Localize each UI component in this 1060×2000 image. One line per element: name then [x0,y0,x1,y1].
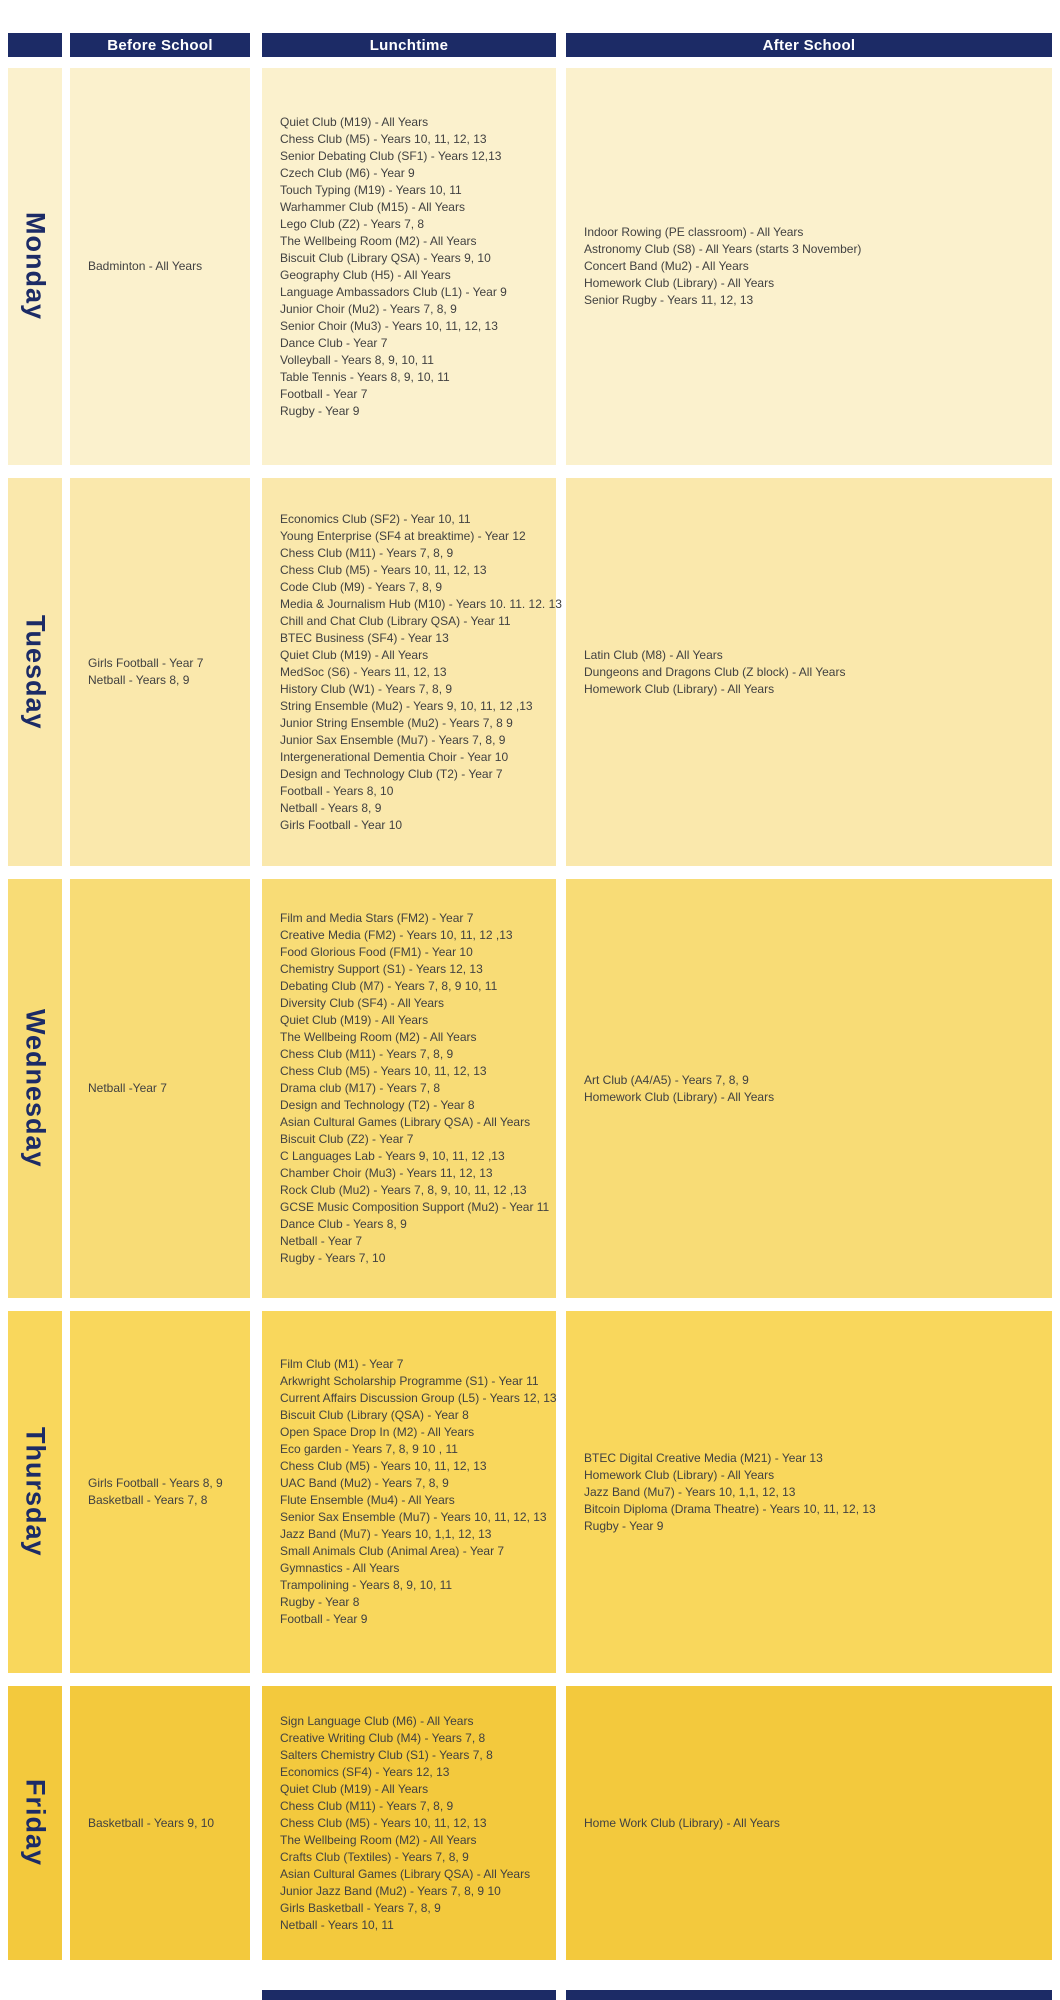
club-entry: Volleyball - Years 8, 9, 10, 11 [280,352,434,367]
club-entry: Netball -Year 7 [88,1081,167,1095]
club-entry: Biscuit Club (Library (QSA) - Year 8 [280,1408,469,1422]
cropped-next-section-bar-after-school [566,1990,1052,2000]
club-entry: Rugby - Year 9 [584,1518,664,1533]
club-entry: Football - Year 7 [280,386,368,401]
day-cell-tuesday [8,478,62,866]
club-entry: Small Animals Club (Animal Area) - Year 7 [280,1544,505,1558]
club-entry: Netball - Years 8, 9 [280,800,382,815]
wednesday-after-school-cell [566,879,1052,1298]
day-column-header [8,33,62,57]
club-entry: Crafts Club (Textiles) - Years 7, 8, 9 [280,1849,469,1864]
club-entry: Home Work Club (Library) - All Years [584,1815,780,1830]
club-entry: Football - Year 9 [280,1612,368,1626]
club-entry: Salters Chemistry Club (S1) - Years 7, 8 [280,1747,493,1762]
club-entry: Drama club (M17) - Years 7, 8 [280,1081,441,1095]
club-entry: Homework Club (Library) - All Years [584,276,775,290]
club-entry: Intergenerational Dementia Choir - Year 10 [280,749,509,764]
club-entry: Senior Sax Ensemble (Mu7) - Years 10, 11, 12, 13 [280,1510,547,1524]
club-entry: Senior Choir (Mu3) - Years 10, 11, 12, 13 [280,318,498,333]
club-entry: Diversity Club (SF4) - All Years [280,996,445,1010]
day-label-friday: Friday [20,1779,51,1867]
club-entry: BTEC Digital Creative Media (M21) - Year 13 [584,1450,823,1465]
day-cell-monday [8,68,62,465]
club-entry: Junior Choir (Mu2) - Years 7, 8, 9 [280,301,457,316]
column-header-lunchtime: Lunchtime [262,33,556,57]
wednesday-lunchtime-cell [262,879,556,1298]
club-entry: Astronomy Club (S8) - All Years (starts 3 November) [584,242,862,256]
club-entry: Rugby - Years 7, 10 [280,1251,386,1265]
club-entry: Chess Club (M5) - Years 10, 11, 12, 13 [280,1815,487,1830]
club-entry: The Wellbeing Room (M2) - All Years [280,1832,477,1847]
row-tuesday [0,478,1060,866]
row-friday [0,1686,1060,1960]
club-entry: Jazz Band (Mu7) - Years 10, 1,1, 12, 13 [280,1527,492,1541]
club-entry: Chess Club (M5) - Years 10, 11, 12, 13 [280,562,487,577]
day-cell-friday [8,1686,62,1960]
club-entry: Creative Writing Club (M4) - Years 7, 8 [280,1730,486,1745]
club-entry: Senior Rugby - Years 11, 12, 13 [584,293,754,307]
club-entry: Chill and Chat Club (Library QSA) - Year 11 [280,613,511,628]
thursday-after-school-cell [566,1311,1052,1673]
club-entry: Homework Club (Library) - All Years [584,1089,775,1104]
club-entry: Lego Club (Z2) - Years 7, 8 [280,216,425,231]
club-entry: Gymnastics - All Years [280,1561,400,1575]
club-entry: Concert Band (Mu2) - All Years [584,259,749,273]
club-entry: Basketball - Years 9, 10 [88,1815,215,1830]
club-entry: Economics (SF4) - Years 12, 13 [280,1764,450,1779]
club-entry: Asian Cultural Games (Library QSA) - All Years [280,1115,531,1129]
wednesday-before-school-cell [70,879,250,1298]
table-header [0,0,1060,57]
club-entry: Touch Typing (M19) - Years 10, 11 [280,182,462,197]
club-entry: Economics Club (SF2) - Year 10, 11 [280,511,471,526]
club-entry: Art Club (A4/A5) - Years 7, 8, 9 [584,1072,749,1087]
club-entry: BTEC Business (SF4) - Year 13 [280,630,449,645]
club-entry: Chemistry Support (S1) - Years 12, 13 [280,962,483,976]
club-entry: Senior Debating Club (SF1) - Years 12,13 [280,148,502,163]
day-label-monday: Monday [20,212,51,321]
club-entry: Basketball - Years 7, 8 [88,1493,208,1507]
monday-before-school-cell [70,68,250,465]
club-entry: Creative Media (FM2) - Years 10, 11, 12 ,13 [280,928,513,942]
tuesday-lunchtime-cell [262,478,562,866]
club-entry: Quiet Club (M19) - All Years [280,647,429,662]
row-monday [0,68,1060,465]
club-entry: History Club (W1) - Years 7, 8, 9 [280,681,453,696]
club-entry: String Ensemble (Mu2) - Years 9, 10, 11, 12 ,13 [280,698,533,713]
club-entry: Chess Club (M5) - Years 10, 11, 12, 13 [280,1459,487,1473]
day-cell-thursday [8,1311,62,1673]
club-entry: Girls Football - Year 10 [280,817,403,832]
column-header-before-school: Before School [70,33,250,57]
club-entry: C Languages Lab - Years 9, 10, 11, 12 ,13 [280,1149,505,1163]
club-entry: Czech Club (M6) - Year 9 [280,165,415,180]
club-entry: Netball - Year 7 [280,1234,363,1248]
club-entry: Netball - Years 8, 9 [88,673,190,687]
club-entry: Young Enterprise (SF4 at breaktime) - Year 12 [280,528,526,543]
club-entry: Quiet Club (M19) - All Years [280,1013,429,1027]
club-entry: Eco garden - Years 7, 8, 9 10 , 11 [280,1442,458,1456]
club-entry: Homework Club (Library) - All Years [584,1467,775,1482]
day-label-thursday: Thursday [20,1427,51,1557]
club-entry: Girls Football - Year 7 [88,656,204,670]
monday-after-school-cell [566,68,1052,465]
club-entry: Rugby - Year 8 [280,1595,360,1609]
friday-lunchtime-cell [262,1686,556,1960]
club-entry: Arkwright Scholarship Programme (S1) - Year 11 [280,1374,539,1388]
club-entry: MedSoc (S6) - Years 11, 12, 13 [280,664,447,679]
club-entry: Rugby - Year 9 [280,403,360,418]
monday-lunchtime-cell [262,68,556,465]
club-entry: Code Club (M9) - Years 7, 8, 9 [280,579,443,594]
club-entry: Design and Technology (T2) - Year 8 [280,1098,475,1112]
club-entry: Girls Basketball - Years 7, 8, 9 [280,1900,441,1915]
club-entry: Current Affairs Discussion Group (L5) - Years 12, 13 [280,1391,557,1405]
day-label-wednesday: Wednesday [20,1009,51,1168]
club-entry: Dance Club - Years 8, 9 [280,1217,407,1231]
thursday-before-school-cell [70,1311,250,1673]
club-entry: Chess Club (M11) - Years 7, 8, 9 [280,545,454,560]
club-entry: Design and Technology Club (T2) - Year 7 [280,766,503,781]
club-entry: The Wellbeing Room (M2) - All Years [280,233,477,248]
club-entry: Indoor Rowing (PE classroom) - All Years [584,225,804,239]
club-entry: Quiet Club (M19) - All Years [280,114,429,129]
club-entry: Geography Club (H5) - All Years [280,267,451,282]
row-wednesday [0,879,1060,1298]
club-entry: Dance Club - Year 7 [280,335,388,350]
club-entry: GCSE Music Composition Support (Mu2) - Year 11 [280,1200,550,1214]
club-entry: Junior Jazz Band (Mu2) - Years 7, 8, 9 10 [280,1883,501,1898]
club-entry: Netball - Years 10, 11 [280,1917,394,1932]
thursday-lunchtime-cell [262,1311,556,1673]
club-entry: Latin Club (M8) - All Years [584,647,723,662]
club-entry: Football - Years 8, 10 [280,783,394,798]
tuesday-after-school-cell [566,478,1052,866]
club-entry: Trampolining - Years 8, 9, 10, 11 [280,1578,453,1592]
friday-after-school-cell [566,1686,1052,1960]
club-entry: Food Glorious Food (FM1) - Year 10 [280,945,473,959]
club-entry: Chamber Choir (Mu3) - Years 11, 12, 13 [280,1166,493,1180]
club-entry: Asian Cultural Games (Library QSA) - All Years [280,1866,531,1881]
row-thursday [0,1311,1060,1673]
club-entry: Girls Football - Years 8, 9 [88,1476,223,1490]
day-cell-wednesday [8,879,62,1298]
club-entry: Chess Club (M11) - Years 7, 8, 9 [280,1047,454,1061]
club-entry: Chess Club (M11) - Years 7, 8, 9 [280,1798,454,1813]
club-entry: Dungeons and Dragons Club (Z block) - All Years [584,664,846,679]
club-entry: Junior Sax Ensemble (Mu7) - Years 7, 8, 9 [280,732,506,747]
club-entry: Warhammer Club (M15) - All Years [280,199,465,214]
club-entry: Open Space Drop In (M2) - All Years [280,1425,475,1439]
club-entry: Biscuit Club (Library QSA) - Years 9, 10 [280,250,491,265]
club-entry: Table Tennis - Years 8, 9, 10, 11 [280,369,450,384]
club-entry: Bitcoin Diploma (Drama Theatre) - Years 10, 11, 12, 13 [584,1501,876,1516]
club-entry: Film Club (M1) - Year 7 [280,1357,404,1371]
club-entry: Media & Journalism Hub (M10) - Years 10. 11. 12. 13 [280,596,562,611]
club-entry: Chess Club (M5) - Years 10, 11, 12, 13 [280,1064,487,1078]
club-entry: Debating Club (M7) - Years 7, 8, 9 10, 11 [280,979,498,993]
friday-before-school-cell [70,1686,250,1960]
club-entry: Chess Club (M5) - Years 10, 11, 12, 13 [280,131,487,146]
club-entry: Junior String Ensemble (Mu2) - Years 7, 8 9 [280,715,513,730]
club-entry: Badminton - All Years [88,259,203,273]
club-entry: Quiet Club (M19) - All Years [280,1781,429,1796]
club-entry: Flute Ensemble (Mu4) - All Years [280,1493,455,1507]
club-entry: Biscuit Club (Z2) - Year 7 [280,1132,414,1146]
club-entry: Rock Club (Mu2) - Years 7, 8, 9, 10, 11, 12 ,13 [280,1183,527,1197]
club-entry: Sign Language Club (M6) - All Years [280,1713,474,1728]
club-entry: Homework Club (Library) - All Years [584,681,775,696]
club-entry: Jazz Band (Mu7) - Years 10, 1,1, 12, 13 [584,1484,796,1499]
club-entry: The Wellbeing Room (M2) - All Years [280,1030,477,1044]
tuesday-before-school-cell [70,478,250,866]
club-entry: Language Ambassadors Club (L1) - Year 9 [280,284,507,299]
club-entry: UAC Band (Mu2) - Years 7, 8, 9 [280,1476,449,1490]
cropped-next-section-bar-lunchtime [262,1990,556,2000]
column-header-after-school: After School [566,33,1052,57]
day-label-tuesday: Tuesday [20,614,51,730]
club-entry: Film and Media Stars (FM2) - Year 7 [280,911,474,925]
